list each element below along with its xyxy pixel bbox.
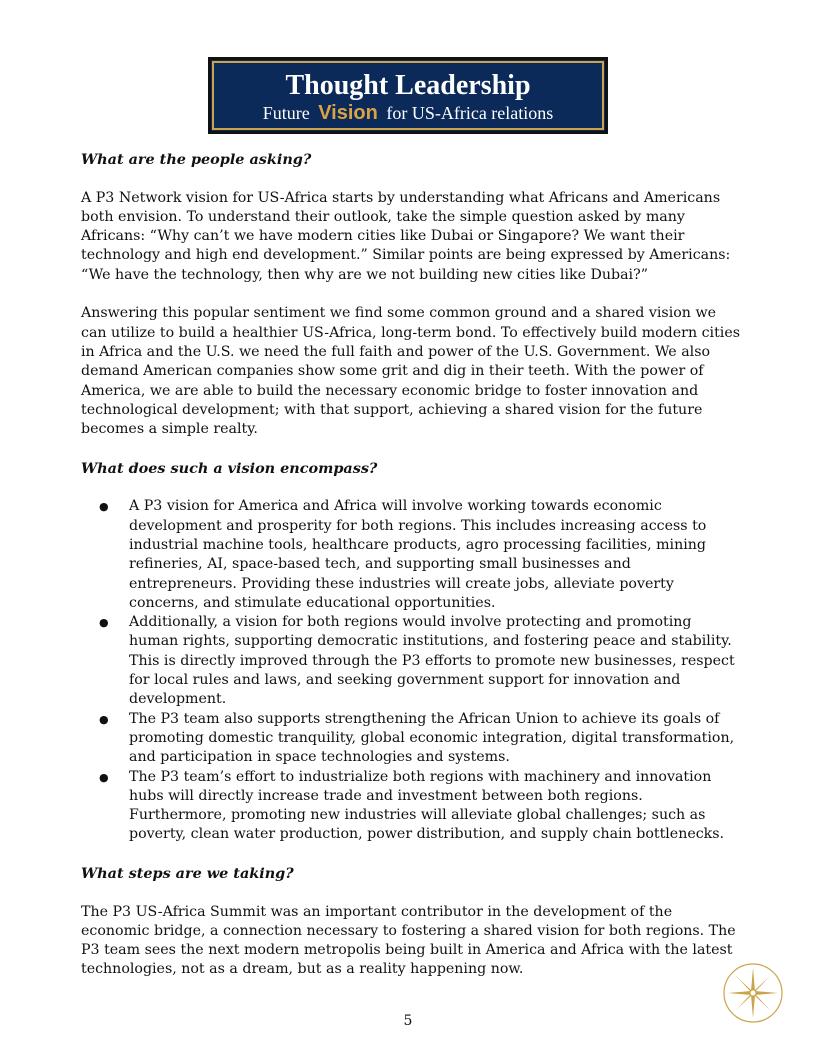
list-item-text: Additionally, a vision for both regions would involve protecting and promoting human rights, supporting democratic institutions, and fostering peace and stability. This is directly improved through the P3 efforts to promote new businesses, respect for local rules and laws, and seeking government support for innovation and development. bbox=[129, 614, 735, 708]
banner-subtitle bbox=[211, 102, 605, 124]
paragraph-common-ground: Answering this popular sentiment we find some common ground and a shared vision we can utilize to build a healthier US-Africa, long-term bond. To effectively build modern cities in Africa and the U.S. we need the full faith and power of the U.S. Government. We also demand American companies show some grit and dig in their teeth. With the power of America, we are able to build the necessary economic bridge to foster innovation and technological development; with that support, achieving a shared vision for the future becomes a simple realty. bbox=[81, 305, 740, 438]
bullet-icon: ● bbox=[99, 712, 109, 726]
document-body bbox=[81, 150, 741, 980]
page-number: 5 bbox=[403, 1013, 413, 1029]
vision-bullet-list bbox=[81, 497, 741, 844]
header-banner bbox=[208, 57, 608, 134]
list-item bbox=[81, 497, 741, 613]
bullet-icon: ● bbox=[99, 500, 109, 514]
banner-title: Thought Leadership bbox=[285, 70, 531, 101]
paragraph-intro: A P3 Network vision for US-Africa starts by understanding what Africans and Americans both envision. To understand their outlook, take the simple question asked by many Africans: “Why can’t we have modern cities like Dubai or Singapore? We want their technology and high end development.” Similar points are being expressed by Americans: “We have the technology, then why are we not building new cities like Dubai?” bbox=[81, 189, 731, 283]
list-item-text: A P3 vision for America and Africa will involve working towards economic development and prosperity for both regions. This includes increasing access to industrial machine tools, healthcare products, agro processing facilities, mining refineries, AI, space-based tech, and supporting small businesses and entrepreneurs. Providing these industries will create jobs, alleviate poverty concerns, and stimulate educational opportunities. bbox=[129, 498, 707, 611]
list-item-text: The P3 team also supports strengthening the African Union to achieve its goals of promoting domestic tranquility, global economic integration, digital transformation, and participation in space technologies and systems. bbox=[129, 710, 735, 766]
paragraph-summit: The P3 US-Africa Summit was an important contributor in the development of the economic bridge, a connection necessary to fostering a shared vision for both regions. The P3 team sees the next modern metropolis being built in America and Africa with the latest technologies, not as a dream, but as a reality happening now. bbox=[81, 903, 736, 978]
bullet-icon: ● bbox=[99, 616, 109, 630]
banner-subtitle-start: Future bbox=[262, 103, 310, 123]
banner-subtitle-highlight: Vision bbox=[318, 102, 378, 124]
banner-subtitle-end: for US-Africa relations bbox=[386, 103, 554, 123]
section-heading-vision-encompass: What does such a vision encompass? bbox=[81, 459, 378, 477]
list-item bbox=[81, 710, 741, 768]
list-item bbox=[81, 768, 741, 845]
section-heading-people-asking: What are the people asking? bbox=[81, 151, 312, 168]
list-item bbox=[81, 613, 741, 709]
bullet-icon: ● bbox=[99, 770, 109, 784]
list-item-text: The P3 team’s effort to industrialize both regions with machinery and innovation hubs will directly increase trade and investment between both regions. Furthermore, promoting new industries will alleviate global challenges; such as poverty, clean water production, power distribution, and supply chain bottlenecks. bbox=[129, 768, 725, 843]
section-heading-steps: What steps are we taking? bbox=[81, 864, 294, 882]
